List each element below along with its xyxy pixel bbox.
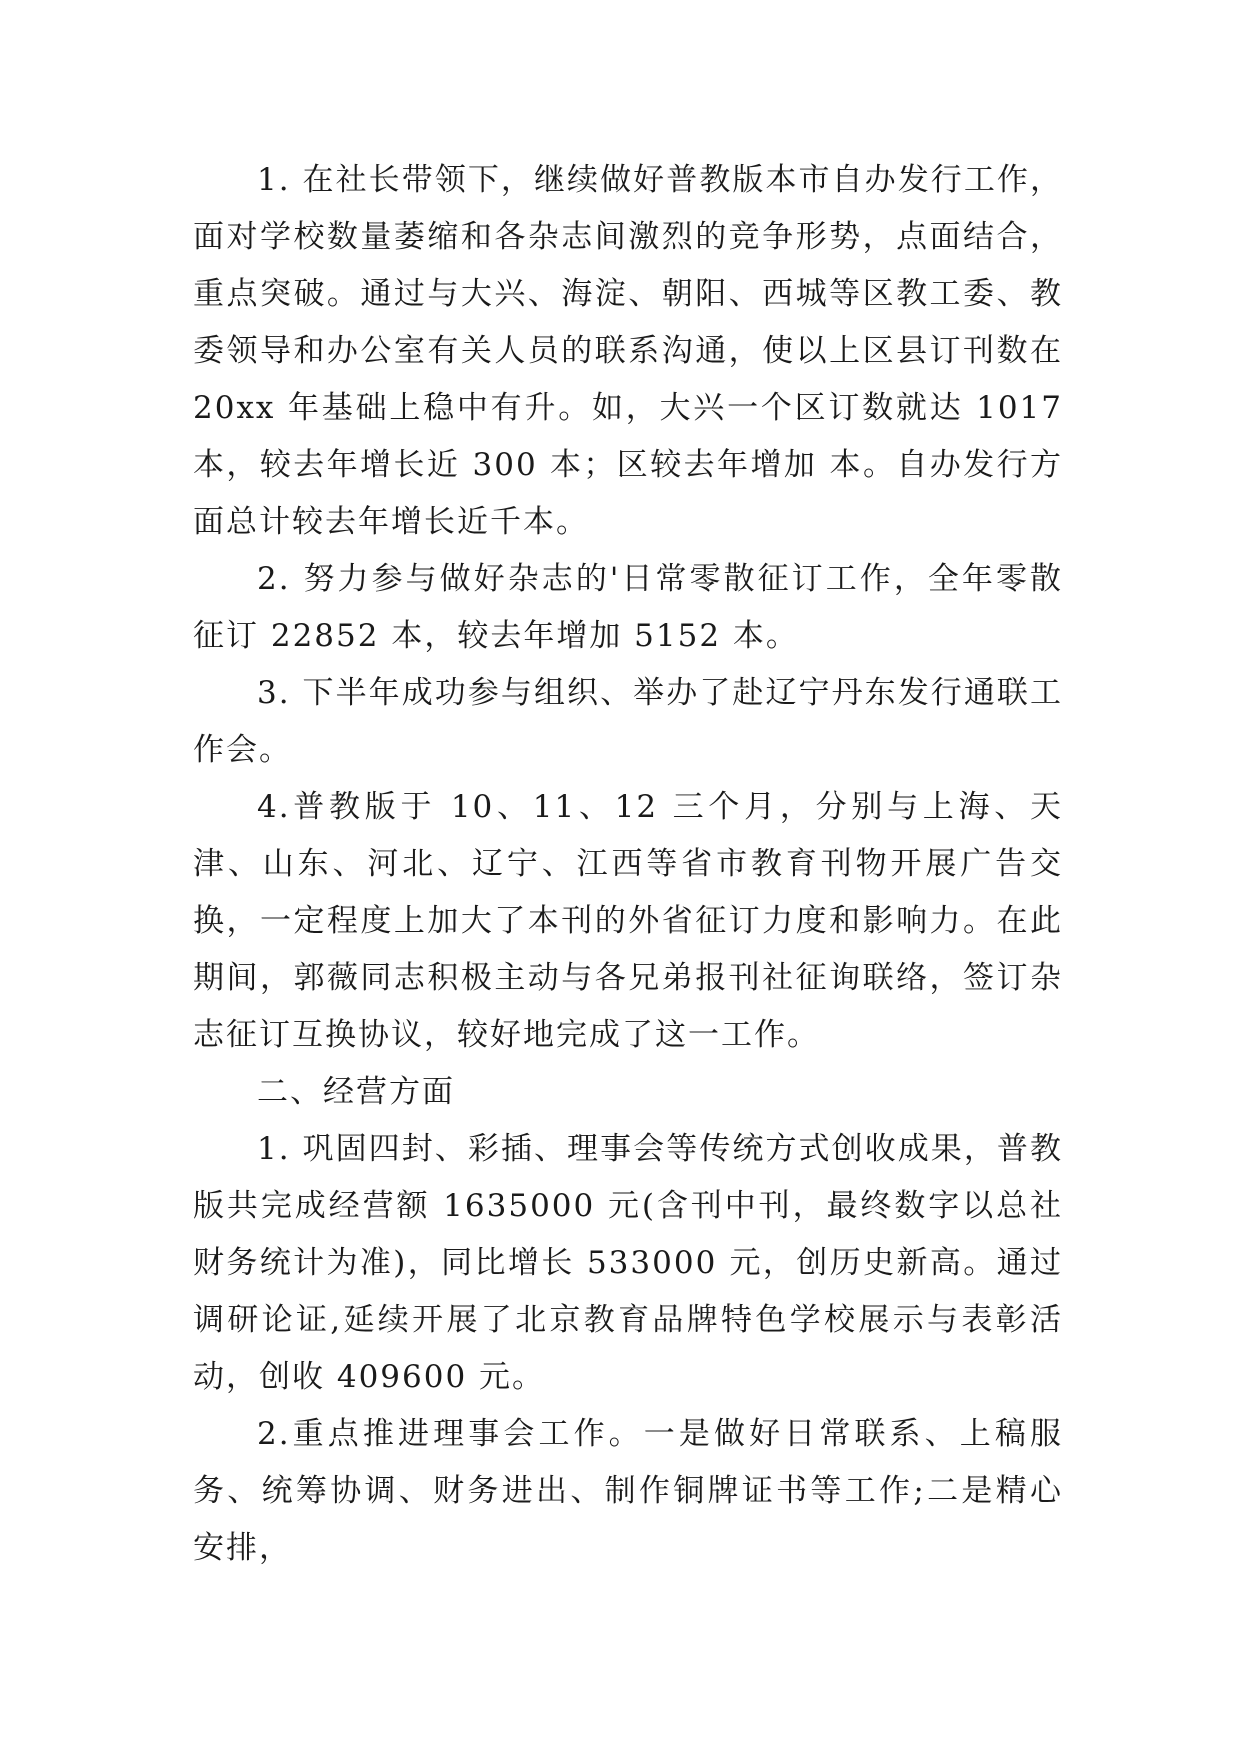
- document-body: [193, 152, 1063, 1577]
- paragraph-operations-1: 1. 巩固四封、彩插、理事会等传统方式创收成果，普教版共完成经营额 1635000 元(含刊中刊，最终数字以总社财务统计为准)，同比增长 533000 元，创历史新高。通过调研论证,延续开展了北京教育品牌特色学校展示与表彰活动，创收 409600 元。: [193, 1131, 1063, 1395]
- paragraph-distribution-3: 3. 下半年成功参与组织、举办了赴辽宁丹东发行通联工作会。: [193, 675, 1063, 768]
- paragraph-distribution-4: 4.普教版于 10、11、12 三个月，分别与上海、天津、山东、河北、辽宁、江西等省市教育刊物开展广告交换，一定程度上加大了本刊的外省征订力度和影响力。在此期间，郭薇同志积极主动与各兄弟报刊社征询联络，签订杂志征订互换协议，较好地完成了这一工作。: [193, 789, 1063, 1053]
- paragraph-distribution-1: 1. 在社长带领下，继续做好普教版本市自办发行工作，面对学校数量萎缩和各杂志间激烈的竞争形势，点面结合，重点突破。通过与大兴、海淀、朝阳、西城等区教工委、教委领导和办公室有关人员的联系沟通，使以上区县订刊数在20xx 年基础上稳中有升。如，大兴一个区订数就达 1017 本，较去年增长近 300 本；区较去年增加 本。自办发行方面总计较去年增长近千本。: [193, 162, 1063, 540]
- section-heading-operations: 二、经营方面: [257, 1074, 455, 1110]
- paragraph-distribution-2: 2. 努力参与做好杂志的'日常零散征订工作，全年零散征订 22852 本，较去年增加 5152 本。: [193, 561, 1063, 654]
- paragraph-operations-2: 2.重点推进理事会工作。一是做好日常联系、上稿服务、统筹协调、财务进出、制作铜牌证书等工作;二是精心安排，: [193, 1416, 1063, 1566]
